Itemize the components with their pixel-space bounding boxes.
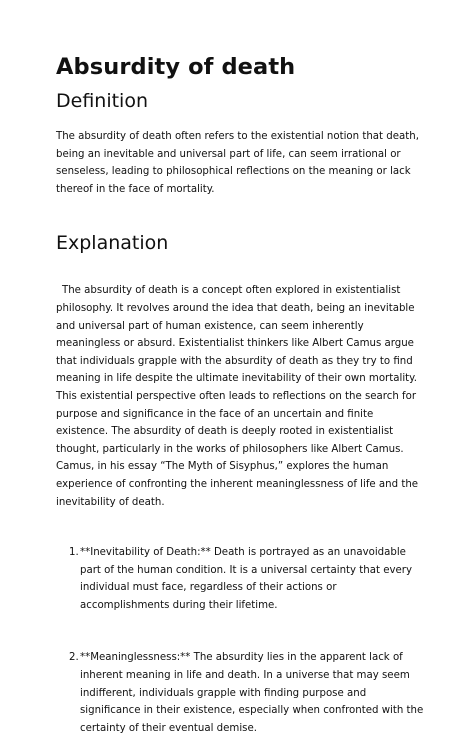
- document-title: Absurdity of death: [56, 54, 296, 80]
- definition-heading: Definition: [56, 90, 149, 112]
- list-item: [56, 544, 428, 614]
- list-item-text: **Inevitability of Death:** Death is portrayed as an unavoidable part of the human condition. It is a universal certainty that every individual must face, regardless of their actions or accomplishments during their lifetime.: [80, 547, 412, 611]
- list-item-number: 2.: [69, 652, 79, 664]
- explanation-paragraph: The absurdity of death is a concept often explored in existentialist philosophy. It revolves around the idea that death, being an inevitable and universal part of human existence, can seem inherently meaningless or absurd. Existentialist thinkers like Albert Camus argue that individuals grapple with the absurdity of death as they try to find meaning in life despite the ultimate inevitability of their own mortality. This existential perspective often leads to reflections on the search for purpose and significance in the face of an uncertain and finite existence. The absurdity of death is deeply rooted in existentialist thought, particularly in the works of philosophers like Albert Camus. Camus, in his essay “The Myth of Sisyphus,” explores the human experience of confronting the inherent meaninglessness of life and the inevitability of death.: [56, 285, 419, 508]
- definition-paragraph: The absurdity of death often refers to the existential notion that death, being an inevitable and universal part of life, can seem irrational or senseless, leading to philosophical reflections on the meaning or lack thereof in the face of mortality.: [56, 131, 419, 195]
- list-item-text: **Meaninglessness:** The absurdity lies in the apparent lack of inherent meaning in life and death. In a universe that may seem indifferent, individuals grapple with finding purpose and significance in their existence, especially when confronted with the certainty of their eventual demise.: [80, 652, 424, 734]
- list-item-number: 1.: [69, 547, 79, 559]
- list-item: [56, 649, 428, 737]
- explanation-heading: Explanation: [56, 232, 169, 255]
- explanation-list: [56, 544, 428, 737]
- document-page: [56, 54, 428, 737]
